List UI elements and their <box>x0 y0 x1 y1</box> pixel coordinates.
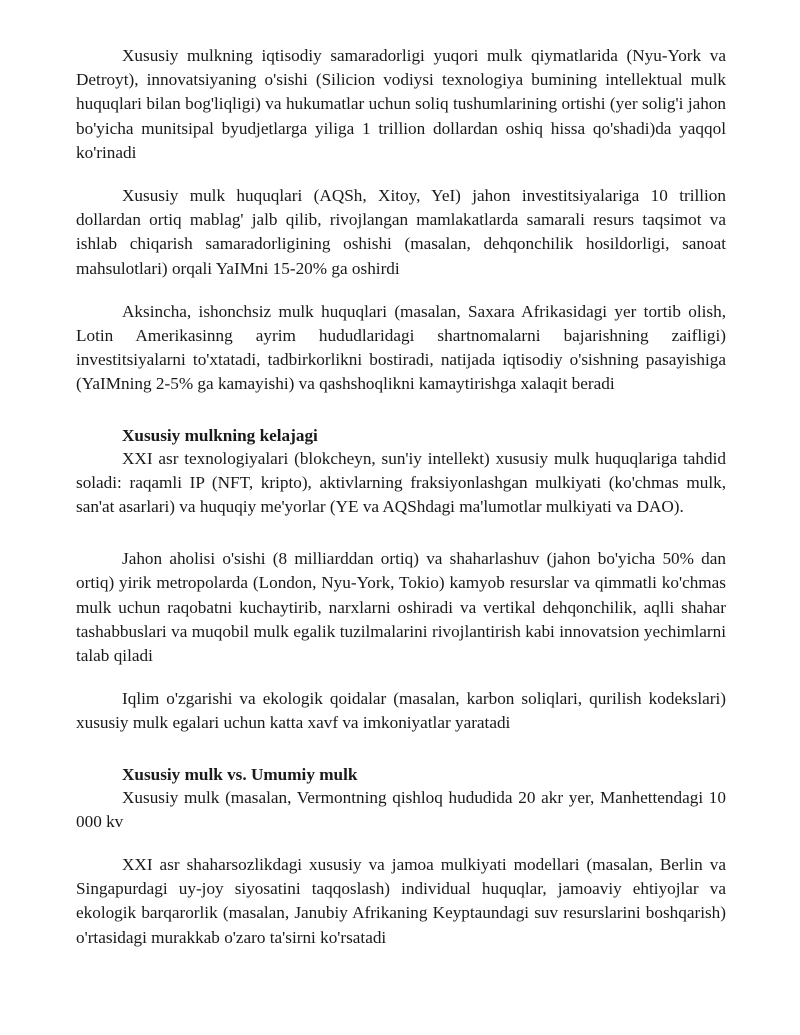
paragraph-property-efficiency: Xususiy mulkning iqtisodiy samaradorligi yuqori mulk qiymatlarida (Nyu-York va Detroyt), innovatsiyaning o'sishi (Silicion vodiysi texnologiya bumining intellektual mulk huquqlari bilan bog'liqligi) va hukumatlar uchun soliq tushumlarining ortishi (yer solig'i jahon bo'yicha munitsipal byudjetlarga yiliga 1 trillion dollardan oshiq hissa qo'shadi)da yaqqol ko'rinadi <box>76 46 726 162</box>
paragraph-urbanization: Jahon aholisi o'sishi (8 milliarddan ortiq) va shaharlashuv (jahon bo'yicha 50% dan ortiq) yirik metropolarda (London, Nyu-York, Tokio) kamyob resurslar va qimmatli ko'chmas mulk uchun raqobatni kuchaytirib, narxlarni oshiradi va vertikal dehqonchilik, aqlli shahar tashabbuslari va muqobil mulk egalik tuzilmalarini rivojlantirish kabi innovatsion yechimlarni talab qiladi <box>76 549 726 666</box>
spacer <box>76 397 726 425</box>
spacer <box>76 668 726 687</box>
spacer <box>76 281 726 300</box>
section-heading-private-vs-common: Xususiy mulk vs. Umumiy mulk <box>122 764 358 784</box>
document-page <box>76 44 726 950</box>
paragraph-urban-models: XXI asr shaharsozlikdagi xususiy va jamoa mulkiyati modellari (masalan, Berlin va Singapurdagi uy-joy siyosatini taqqoslash) individual huquqlar, jamoaviy ehtiyojlar va ekologik barqarorlik (masalan, Janubiy Afrikaning Keyptaundagi suv resurslarini boshqarish) o'rtasidagi murakkab o'zaro ta'sirni ko'rsatadi <box>76 855 726 947</box>
spacer <box>76 519 726 547</box>
paragraph-technology-threats: XXI asr texnologiyalari (blokcheyn, sun'iy intellekt) xususiy mulk huquqlariga tahdid soladi: raqamli IP (NFT, kripto), aktivlarning fraksiyonlashgan mulkiyati (ko'chmas mulk, san'at asarlari) va huquqiy me'yorlar (YE va AQShdagi ma'lumotlar mulkiyati va DAO). <box>76 448 726 517</box>
spacer <box>76 736 726 764</box>
section-heading-future: Xususiy mulkning kelajagi <box>122 425 318 445</box>
paragraph-climate-change: Iqlim o'zgarishi va ekologik qoidalar (masalan, karbon soliqlari, qurilish kodekslari) xususiy mulk egalari uchun katta xavf va imkoniyatlar yaratadi <box>76 689 726 733</box>
paragraph-insecure-property-rights: Aksincha, ishonchsiz mulk huquqlari (masalan, Saxara Afrikasidagi yer tortib olish, Lotin Amerikasinng ayrim hududlaridagi shartnomalarni bajarishning zaifligi) investitsiyalarni to'xtatadi, tadbirkorlikni bostiradi, natijada iqtisodiy o'sishning pasayishiga (YaIMning 2-5% ga kamayishi) va qashshoqlikni kamaytirishga xalaqit beradi <box>76 301 726 394</box>
paragraph-private-property-example: Xususiy mulk (masalan, Vermontning qishloq hududida 20 akr yer, Manhettendagi 10 000 kv <box>76 787 726 831</box>
spacer <box>76 834 726 853</box>
paragraph-property-rights-investment: Xususiy mulk huquqlari (AQSh, Xitoy, YeI) jahon investitsiyalariga 10 trillion dollardan ortiq mablag' jalb qilib, rivojlangan mamlakatlarda samarali resurs taqsimot va ishlab chiqarish samaradorligining oshishi (masalan, dehqonchilik hosildorligi, sanoat mahsulotlari) orqali YaIMni 15-20% ga oshirdi <box>76 186 726 278</box>
spacer <box>76 165 726 184</box>
